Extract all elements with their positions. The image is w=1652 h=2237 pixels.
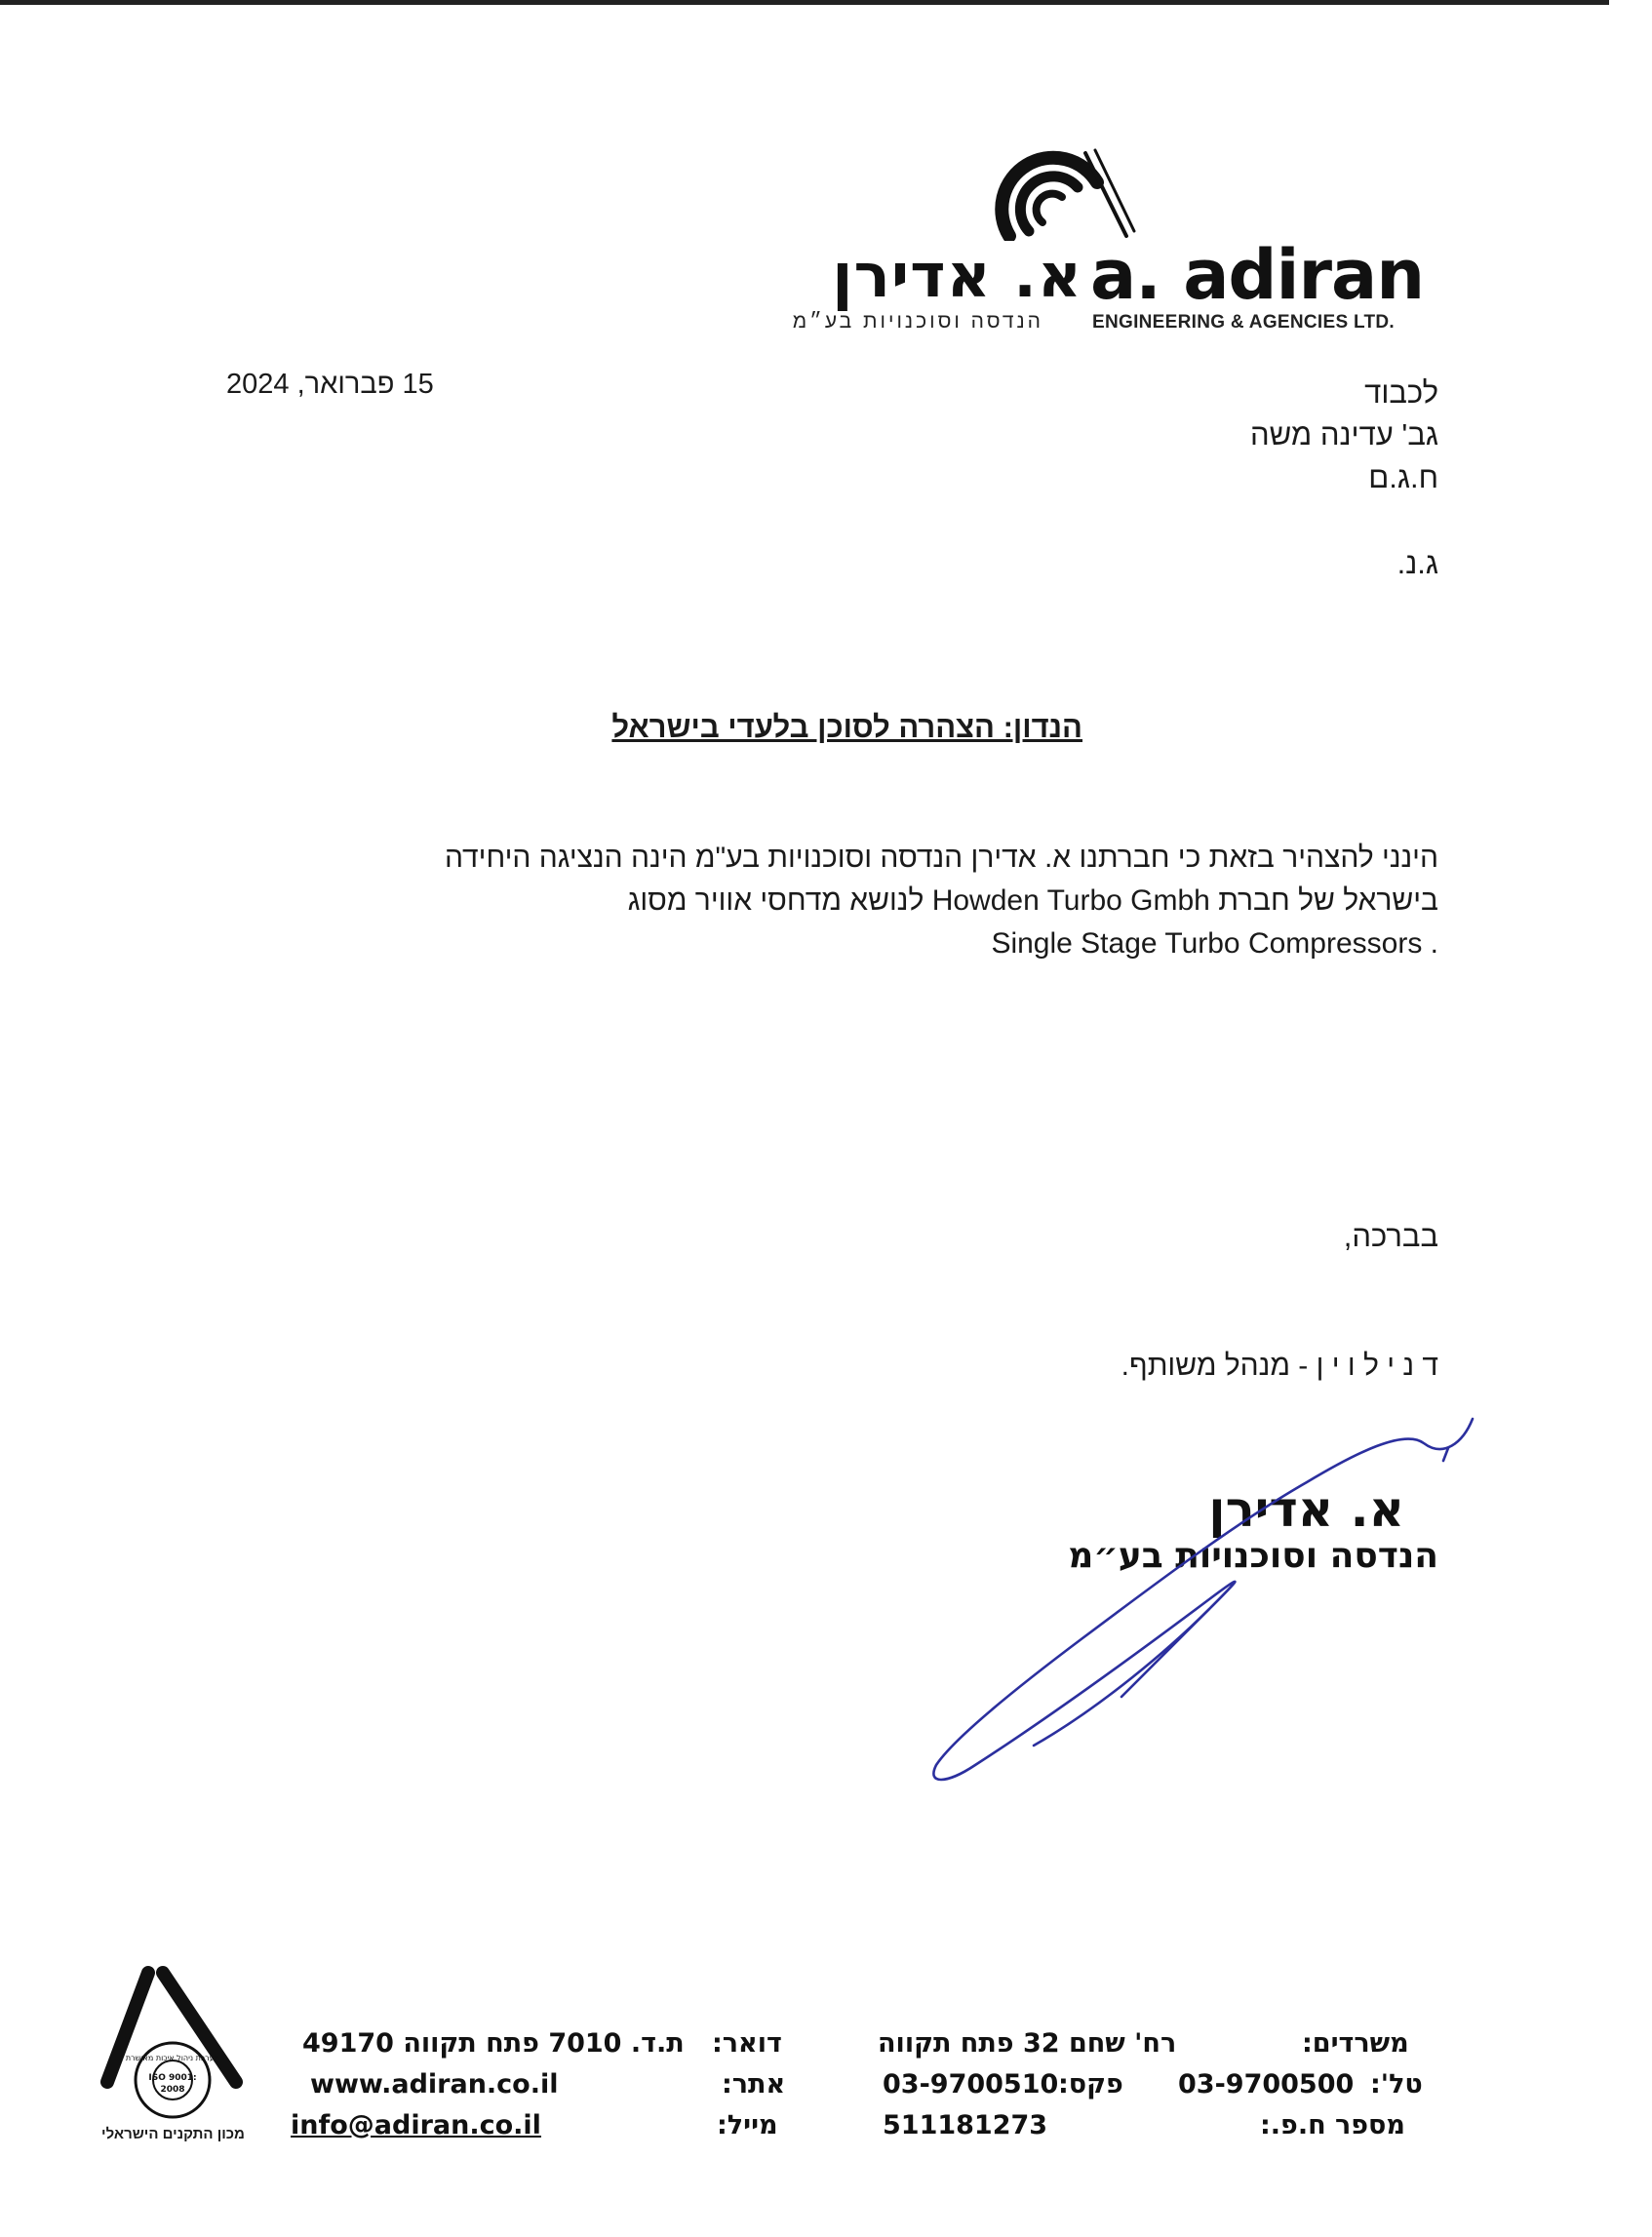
website-label: אתר: bbox=[722, 2069, 786, 2100]
email-label: מייל: bbox=[717, 2110, 778, 2140]
handwritten-signature bbox=[917, 1414, 1482, 1804]
stamp-company-subtitle: הנדסה וסוכנויות בע״מ bbox=[1068, 1536, 1438, 1576]
phone-number: 03-9700500 bbox=[1178, 2069, 1355, 2100]
phone-label: טל': bbox=[1370, 2069, 1423, 2100]
stamp-company-name: א. אדירן bbox=[1208, 1481, 1404, 1538]
iso-certification-icon bbox=[90, 1965, 256, 2131]
scan-edge bbox=[0, 0, 1609, 5]
offices-label: משרדים: bbox=[1302, 2028, 1409, 2059]
brand-subtitle-english: ENGINEERING & AGENCIES LTD. bbox=[1092, 312, 1396, 333]
body-line-2: בישראל של חברת Howden Turbo Gmbh לנושא מדחסי אוויר מסוג bbox=[627, 884, 1438, 917]
letter-date: 15 פברואר, 2024 bbox=[226, 369, 434, 400]
signer-name-title: ד נ י ל ו י ן - מנהל משותף. bbox=[1121, 1350, 1438, 1382]
mail-address: ת.ד. 7010 פתח תקווה 49170 bbox=[302, 2028, 685, 2059]
company-id-number: 511181273 bbox=[883, 2110, 1048, 2140]
website-link[interactable]: www.adiran.co.il bbox=[310, 2069, 559, 2100]
brand-name-english: a. adiran bbox=[1090, 235, 1425, 315]
body-line-1: הינני להצהיר בזאת כי חברתנו א. אדירן הנדסה וסוכנויות בע"מ הינה הנציגה היחידה bbox=[444, 842, 1438, 874]
brand-subtitle-hebrew: הנדסה וסוכנויות בע״מ bbox=[792, 310, 1043, 333]
closing: בברכה, bbox=[1343, 1219, 1438, 1253]
recipient-name: גב' עדינה משה bbox=[1249, 417, 1438, 451]
letter-subject: הנדון: הצהרה לסוכן בלעדי בישראל bbox=[611, 710, 1082, 744]
recipient-salutation: לכבוד bbox=[1364, 375, 1438, 410]
company-id-label: מספר ח.פ.: bbox=[1260, 2110, 1405, 2140]
iso-year-text: 2008 bbox=[160, 2085, 185, 2095]
email-link[interactable]: info@adiran.co.il bbox=[291, 2110, 541, 2140]
body-line-3: Single Stage Turbo Compressors . bbox=[991, 927, 1438, 960]
iso-caption: מכון התקנים הישראלי bbox=[101, 2126, 245, 2142]
offices-address: רח' שחם 32 פתח תקווה bbox=[878, 2028, 1177, 2059]
fax-number: 03-9700510 bbox=[883, 2069, 1059, 2100]
fax-label: פקס: bbox=[1058, 2069, 1123, 2100]
recipient-organization: ח.ג.ם bbox=[1368, 460, 1438, 494]
mail-label: דואר: bbox=[712, 2028, 782, 2059]
iso-ring-text: מערכת ניהול איכות מאושרת bbox=[125, 2054, 220, 2062]
iso-standard-text: ISO 9001: bbox=[148, 2073, 197, 2083]
greeting: ג.נ. bbox=[1396, 546, 1438, 580]
brand-name-hebrew: א. אדירן bbox=[832, 240, 1082, 311]
adiran-logo-icon bbox=[980, 129, 1136, 241]
